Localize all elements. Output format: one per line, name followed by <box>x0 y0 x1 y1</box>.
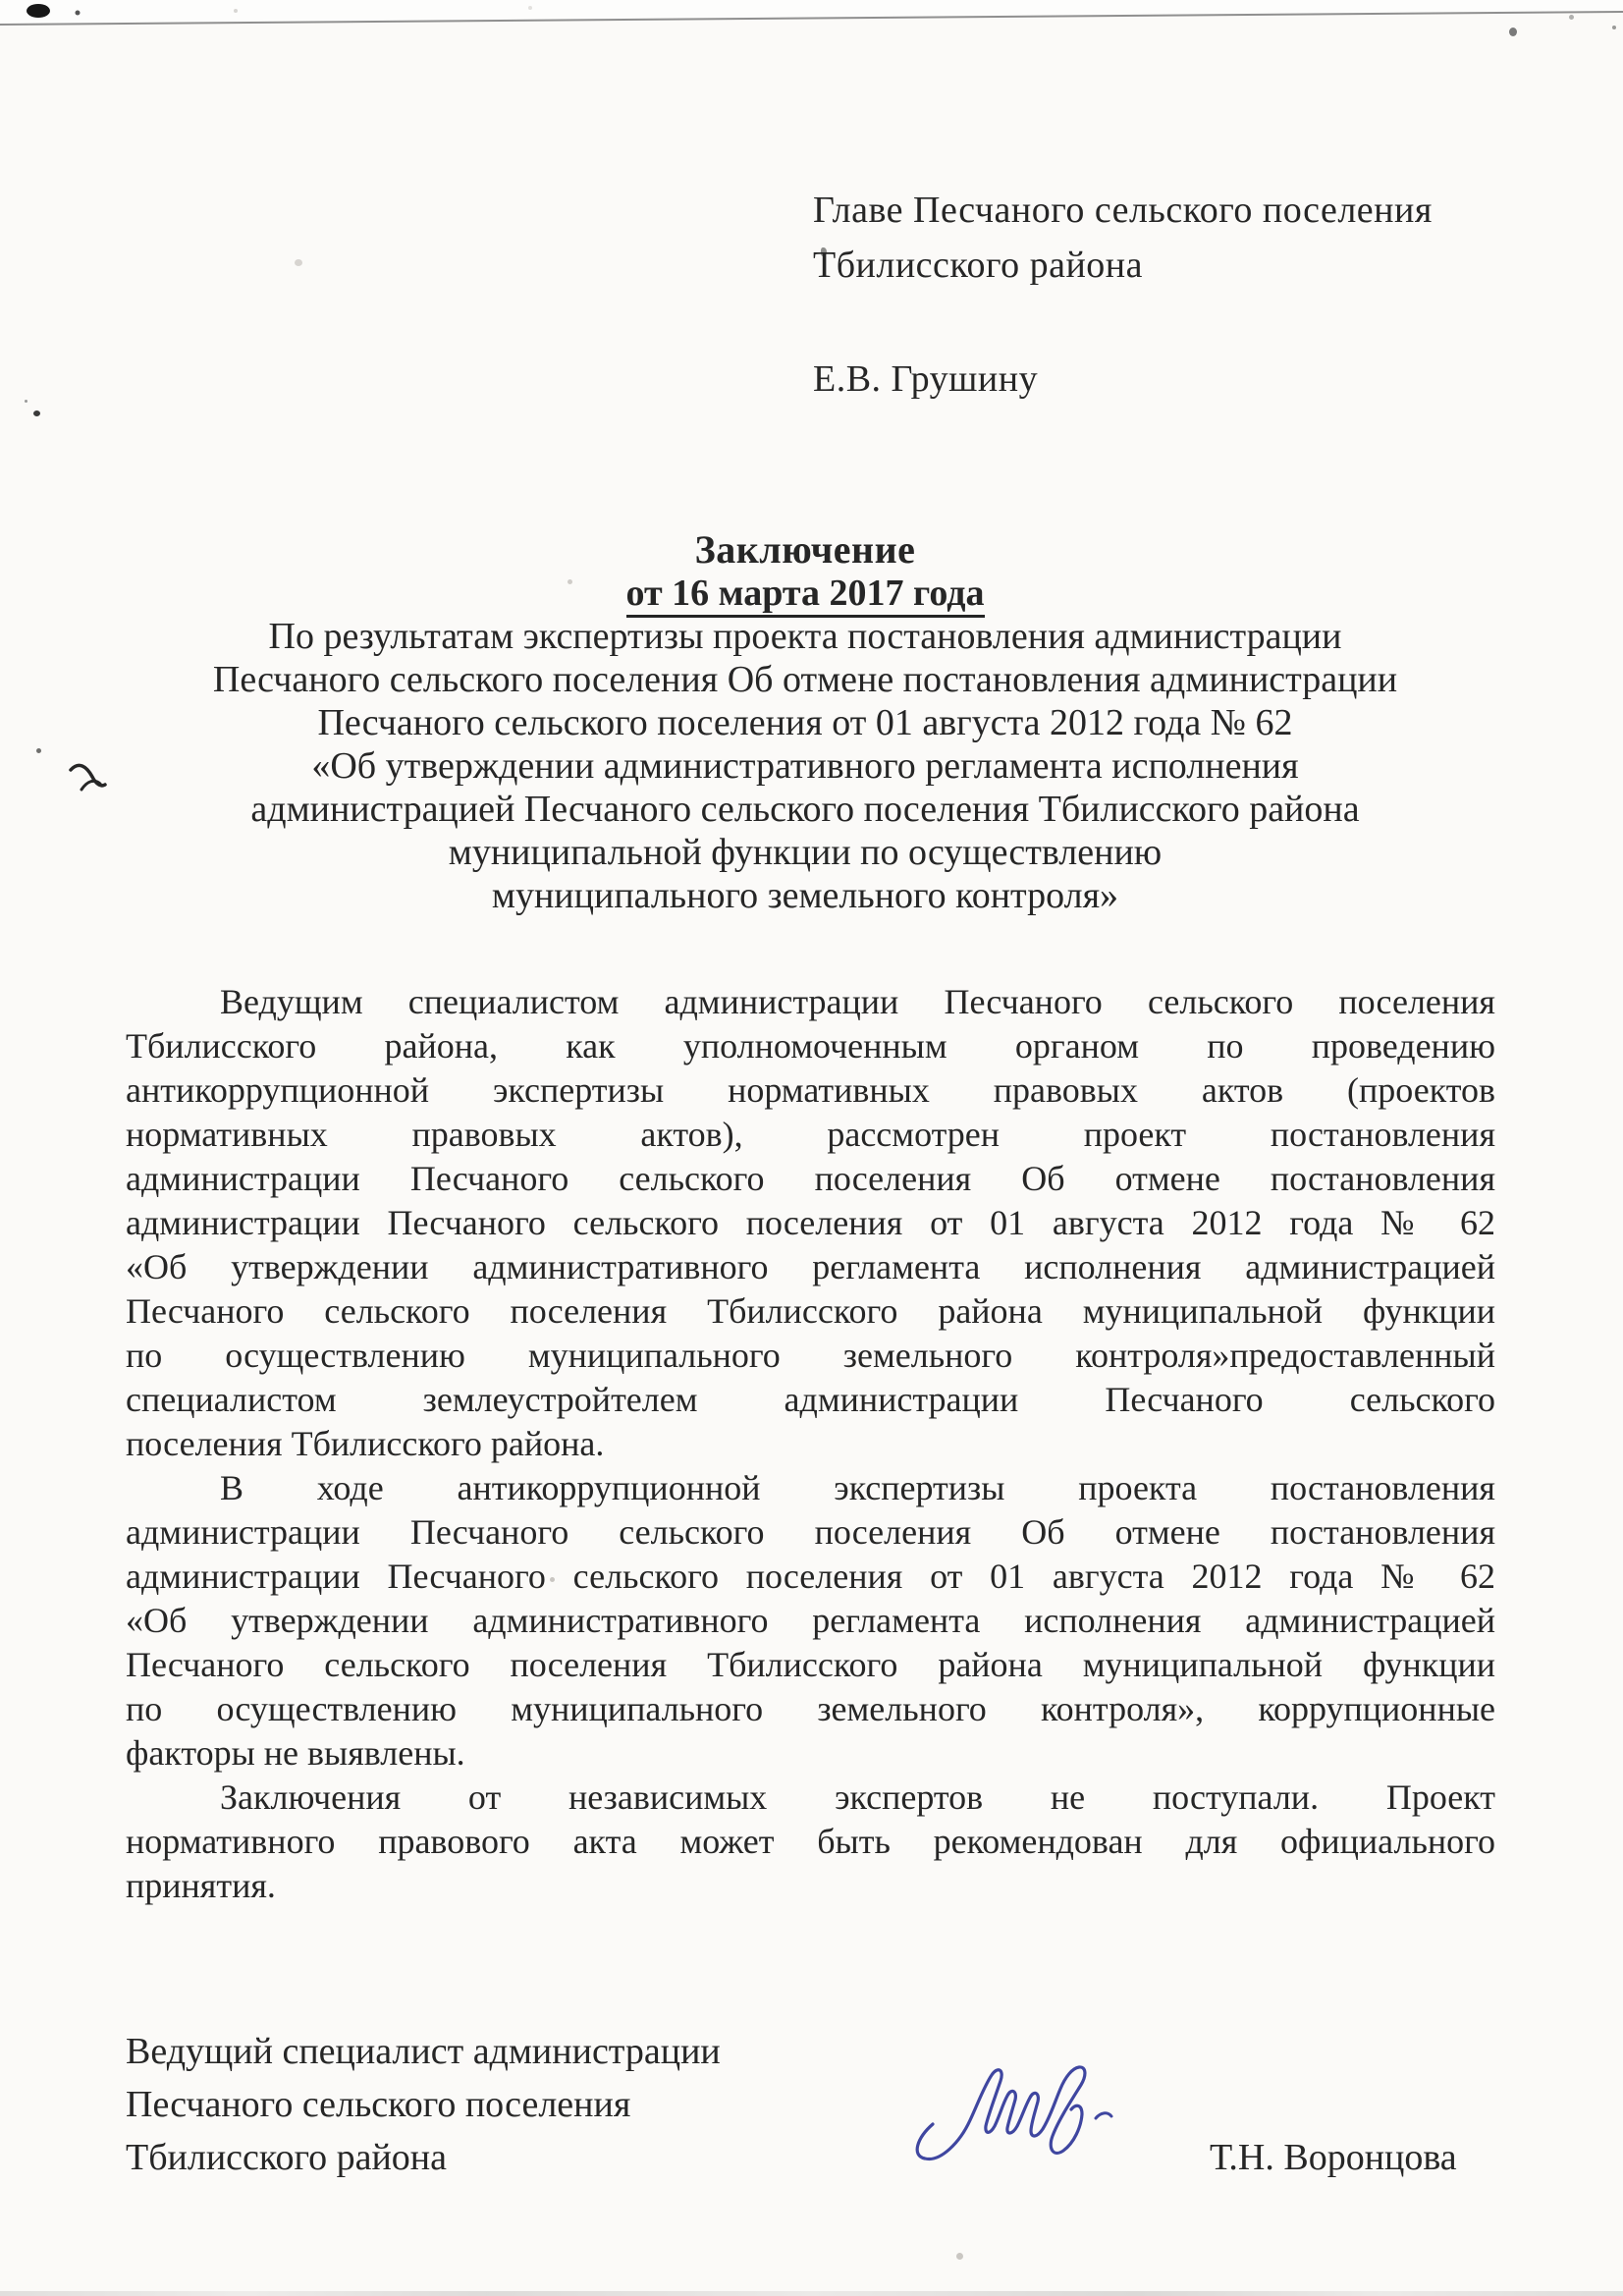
scan-speck <box>234 9 238 13</box>
scan-top-edge <box>0 0 1623 31</box>
title-block <box>59 528 1551 917</box>
recipient-line: Главе Песчаного сельского поселения <box>813 190 1433 231</box>
body-line: администрации Песчаного сельского поселения от 01 августа 2012 года № 62 <box>126 1203 1495 1242</box>
signature-position-line: Песчаного сельского поселения <box>126 2084 631 2125</box>
recipient-block <box>813 183 1433 293</box>
title-subject-line: Песчаного сельского поселения Об отмене постановления администрации <box>212 659 1398 700</box>
scan-speck <box>76 11 81 16</box>
body-line: по осуществлению муниципального земельного контроля»предоставленный <box>126 1336 1495 1375</box>
scan-speck <box>1612 26 1616 29</box>
scan-speck <box>1569 15 1574 20</box>
body-line: специалистом землеустройтелем администрации Песчаного сельского <box>126 1380 1495 1419</box>
document-body <box>126 980 1495 1908</box>
signee-name: Т.Н. Воронцова <box>1210 2137 1457 2178</box>
title-subject-line: муниципального земельного контроля» <box>491 875 1119 916</box>
body-line: администрации Песчаного сельского поселения от 01 августа 2012 года № 62 <box>126 1557 1495 1596</box>
body-line: «Об утверждении административного регламента исполнения администрацией <box>126 1247 1495 1286</box>
scan-speck <box>528 6 532 10</box>
scan-bottom-edge <box>0 2291 1623 2296</box>
scan-speck <box>36 748 41 753</box>
body-line: Песчаного сельского поселения Тбилисского района муниципальной функции <box>126 1291 1495 1331</box>
body-line: факторы не выявлены. <box>126 1733 465 1773</box>
body-line: антикоррупционной экспертизы нормативных правовых актов (проектов <box>126 1070 1495 1110</box>
scan-speck <box>1509 27 1517 36</box>
scan-speck <box>33 410 40 416</box>
title-subject-line: Песчаного сельского поселения от 01 августа 2012 года № 62 <box>317 702 1293 743</box>
recipient-line: Тбилисского района <box>813 245 1143 286</box>
body-line: Тбилисского района, как уполномоченным органом по проведению <box>126 1026 1495 1066</box>
body-line: Заключения от независимых экспертов не поступали. Проект <box>220 1777 1495 1817</box>
recipient-name: Е.В. Грушину <box>813 358 1039 400</box>
title-heading: Заключение <box>694 527 916 572</box>
body-line: Ведущим специалистом администрации Песчаного сельского поселения <box>220 982 1495 1021</box>
body-line: Песчаного сельского поселения Тбилисского района муниципальной функции <box>126 1645 1495 1684</box>
title-subject-line: муниципальной функции по осуществлению <box>448 832 1163 873</box>
body-line: поселения Тбилисского района. <box>126 1424 605 1463</box>
handwritten-signature <box>903 2048 1134 2180</box>
body-line: нормативных правовых актов), рассмотрен проект постановления <box>126 1115 1495 1154</box>
body-line: администрации Песчаного сельского поселения Об отмене постановления <box>126 1159 1495 1198</box>
body-line: «Об утверждении административного регламента исполнения администрацией <box>126 1601 1495 1640</box>
body-line: принятия. <box>126 1866 276 1905</box>
signature-block <box>126 2025 721 2184</box>
title-subject-line: По результатам экспертизы проекта постановления администрации <box>268 616 1342 657</box>
body-line: по осуществлению муниципального земельного контроля», коррупционные <box>126 1689 1495 1728</box>
title-date <box>59 572 1551 615</box>
title-date-text: от 16 марта 2017 года <box>626 573 985 618</box>
title-subject-line: «Об утверждении административного регламента исполнения <box>311 745 1299 787</box>
body-paragraph <box>126 1776 1495 1908</box>
scan-speck <box>25 400 27 403</box>
body-line: администрации Песчаного сельского поселения Об отмене постановления <box>126 1512 1495 1552</box>
scan-blob <box>27 4 50 18</box>
body-line: В ходе антикоррупционной экспертизы проекта постановления <box>220 1468 1495 1507</box>
scan-speck <box>295 259 302 266</box>
body-line: нормативного правового акта может быть рекомендован для официального <box>126 1822 1495 1861</box>
title-subject-line: администрацией Песчаного сельского поселения Тбилисского района <box>250 789 1360 830</box>
signature-position-line: Ведущий специалист администрации <box>126 2031 721 2072</box>
body-paragraph <box>126 1466 1495 1776</box>
scan-speck <box>956 2253 963 2260</box>
body-paragraph <box>126 980 1495 1466</box>
signature-position-line: Тбилисского района <box>126 2137 447 2178</box>
